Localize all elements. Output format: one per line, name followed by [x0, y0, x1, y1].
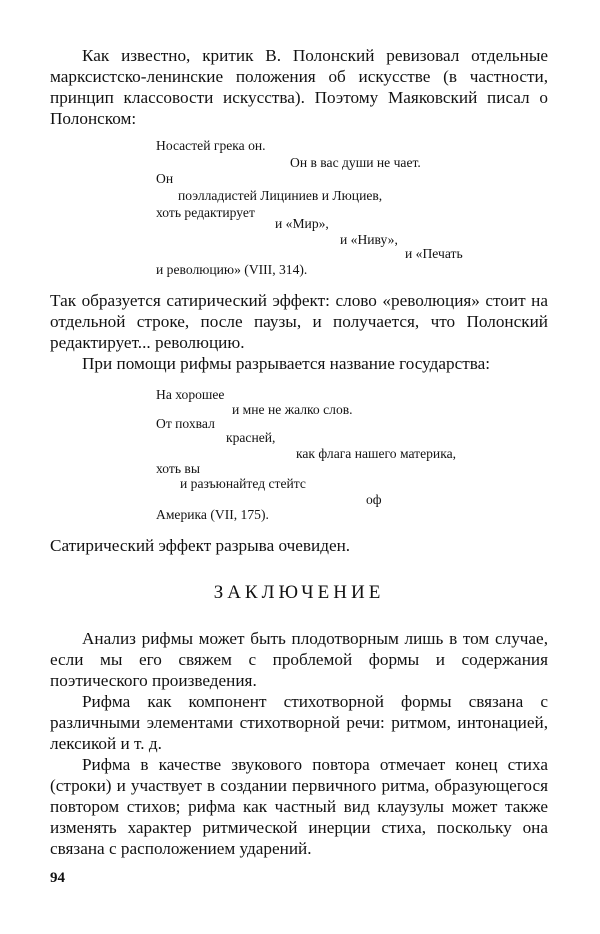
- poem-line: хоть редактирует: [156, 205, 255, 220]
- poem-line: Он в вас души не чает.: [290, 155, 421, 170]
- poem-line: и революцию» (VIII, 314).: [156, 262, 308, 277]
- page-number: 94: [50, 870, 65, 886]
- paragraph-satiric-effect: Так образуется сатирический эффект: слово «революция» стоит на отдельной строке, после паузы, и получается, что Полонский редактирует... революцию.: [50, 291, 548, 352]
- paragraph-conclusion-2: Рифма как компонент стихотворной формы связана с различными элементами стихотворной речи: ритмом, интонацией, лексикой и т. д.: [50, 692, 548, 753]
- paragraph-intro: Как известно, критик В. Полонский ревизовал отдельные марксистско-ленинские положения об искусстве (в частности, принцип классовости искусства). Поэтому Маяковский писал о Полонском:: [50, 46, 548, 128]
- poem-line: и «Ниву»,: [340, 232, 398, 247]
- poem-line: хоть вы: [156, 461, 200, 476]
- poem-line: На хорошее: [156, 387, 225, 402]
- paragraph-rhyme-break: При помощи рифмы разрывается название государства:: [82, 354, 491, 373]
- poem-line: красней,: [226, 430, 276, 445]
- poem-line: Америка (VII, 175).: [156, 507, 269, 522]
- poem-line: и разъюнайтед стейтс: [180, 476, 306, 491]
- poem-line: и «Мир»,: [275, 216, 329, 231]
- poem-line: От похвал: [156, 416, 215, 431]
- poem-line: Он: [156, 171, 174, 186]
- section-heading-conclusion: ЗАКЛЮЧЕНИЕ: [213, 582, 385, 603]
- paragraph-conclusion-3: Рифма в качестве звукового повтора отмечает конец стиха (строки) и участвует в создании первичного ритма, образующегося повтором стихов; рифма как частный вид клаузулы может также изменять характер ритмической инерции стиха, поскольку она связана с расположением ударений.: [50, 755, 548, 858]
- paragraph-conclusion-1: Анализ рифмы может быть плодотворным лишь в том случае, если мы его свяжем с проблемой формы и содержания поэтического произведения.: [50, 629, 548, 690]
- poem-line: Носастей грека он.: [156, 138, 266, 153]
- poem-line: как флага нашего материка,: [296, 446, 457, 461]
- poem-line: и мне не жалко слов.: [232, 402, 353, 417]
- poem-line: и «Печать: [405, 246, 463, 261]
- paragraph-break-effect: Сатирический эффект разрыва очевиден.: [50, 536, 351, 555]
- poem-line: поэлладистей Лициниев и Люциев,: [178, 188, 383, 203]
- poem-line: оф: [366, 492, 382, 507]
